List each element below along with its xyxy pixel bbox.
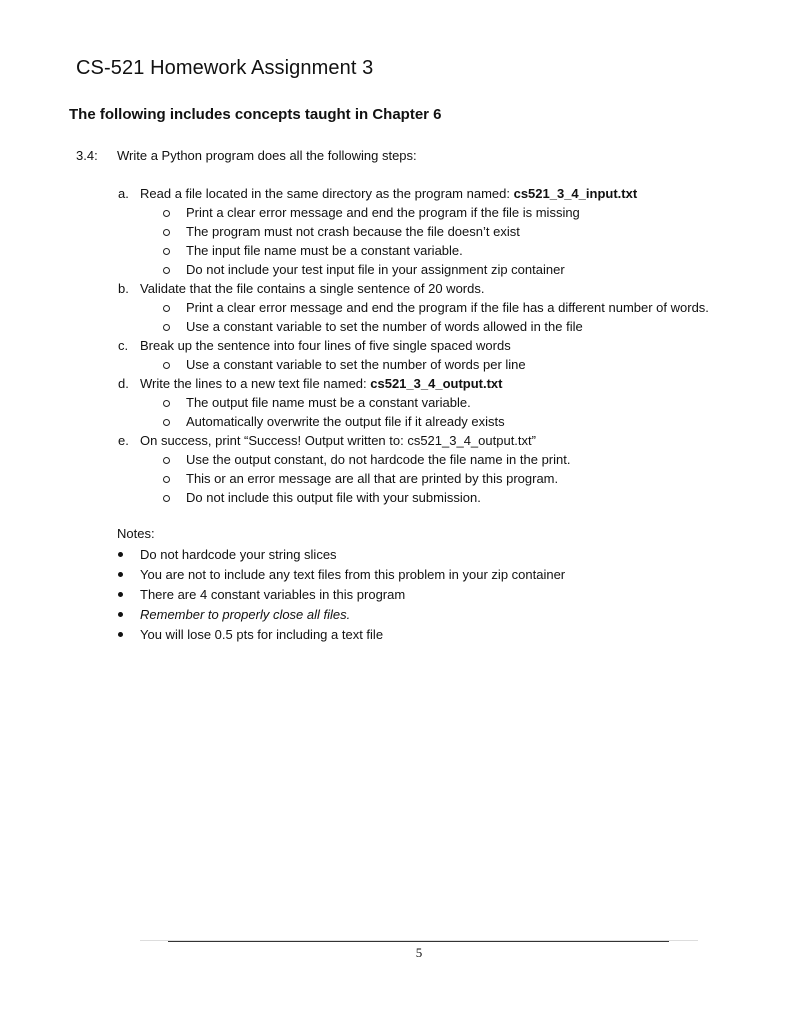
- note-item: Remember to properly close all files.: [140, 607, 351, 622]
- step-text-plain: Read a file located in the same directory as the program named:: [140, 186, 514, 201]
- sub-item: Do not include this output file with your submission.: [186, 490, 481, 505]
- question-intro: Write a Python program does all the following steps:: [117, 148, 417, 163]
- step-letter: c.: [118, 338, 129, 353]
- step-letter: e.: [118, 433, 129, 448]
- circle-bullet-icon: [163, 267, 170, 274]
- step-letter: b.: [118, 281, 129, 296]
- footer-divider: [168, 941, 669, 942]
- step-letter: d.: [118, 376, 129, 391]
- question-number: 3.4:: [76, 148, 98, 163]
- note-item: There are 4 constant variables in this program: [140, 587, 406, 602]
- note-item: Do not hardcode your string slices: [140, 547, 337, 562]
- sub-item: Do not include your test input file in your assignment zip container: [186, 262, 565, 277]
- document-title: CS-521 Homework Assignment 3: [76, 57, 374, 79]
- sub-item: Print a clear error message and end the program if the file is missing: [186, 205, 580, 220]
- note-item: You will lose 0.5 pts for including a text file: [140, 627, 384, 642]
- step-text: [140, 375, 503, 392]
- circle-bullet-icon: [163, 457, 170, 464]
- step-letter: a.: [118, 186, 129, 201]
- notes-label: Notes:: [117, 526, 155, 541]
- bullet-icon: [118, 632, 123, 637]
- sub-item: The output file name must be a constant variable.: [186, 395, 471, 410]
- circle-bullet-icon: [163, 362, 170, 369]
- step-text-plain: Write the lines to a new text file named:: [140, 376, 371, 391]
- step-text: Break up the sentence into four lines of five single spaced words: [140, 338, 511, 353]
- sub-item: The program must not crash because the file doesn’t exist: [186, 224, 520, 239]
- sub-item: The input file name must be a constant variable.: [186, 243, 463, 258]
- circle-bullet-icon: [163, 400, 170, 407]
- sub-item: This or an error message are all that are printed by this program.: [186, 471, 559, 486]
- sub-item: Use the output constant, do not hardcode the file name in the print.: [186, 452, 571, 467]
- bullet-icon: [118, 572, 123, 577]
- bullet-icon: [118, 552, 123, 557]
- sub-item: Automatically overwrite the output file if it already exists: [186, 414, 505, 429]
- step-text: On success, print “Success! Output written to: cs521_3_4_output.txt”: [140, 433, 536, 448]
- circle-bullet-icon: [163, 229, 170, 236]
- bullet-icon: [118, 612, 123, 617]
- circle-bullet-icon: [163, 324, 170, 331]
- sub-item: Use a constant variable to set the number of words per line: [186, 357, 526, 372]
- circle-bullet-icon: [163, 476, 170, 483]
- output-filename: cs521_3_4_output.txt: [370, 376, 503, 391]
- circle-bullet-icon: [163, 248, 170, 255]
- page-number: 5: [415, 945, 423, 960]
- circle-bullet-icon: [163, 419, 170, 426]
- sub-item: Print a clear error message and end the program if the file has a different number of words.: [186, 300, 709, 315]
- step-text: Validate that the file contains a single sentence of 20 words.: [140, 281, 485, 296]
- input-filename: cs521_3_4_input.txt: [513, 186, 638, 201]
- circle-bullet-icon: [163, 305, 170, 312]
- sub-item: Use a constant variable to set the number of words allowed in the file: [186, 319, 583, 334]
- note-item: You are not to include any text files from this problem in your zip container: [140, 567, 566, 582]
- step-text: [140, 185, 637, 202]
- circle-bullet-icon: [163, 210, 170, 217]
- bullet-icon: [118, 592, 123, 597]
- circle-bullet-icon: [163, 495, 170, 502]
- section-heading: The following includes concepts taught in Chapter 6: [69, 106, 442, 123]
